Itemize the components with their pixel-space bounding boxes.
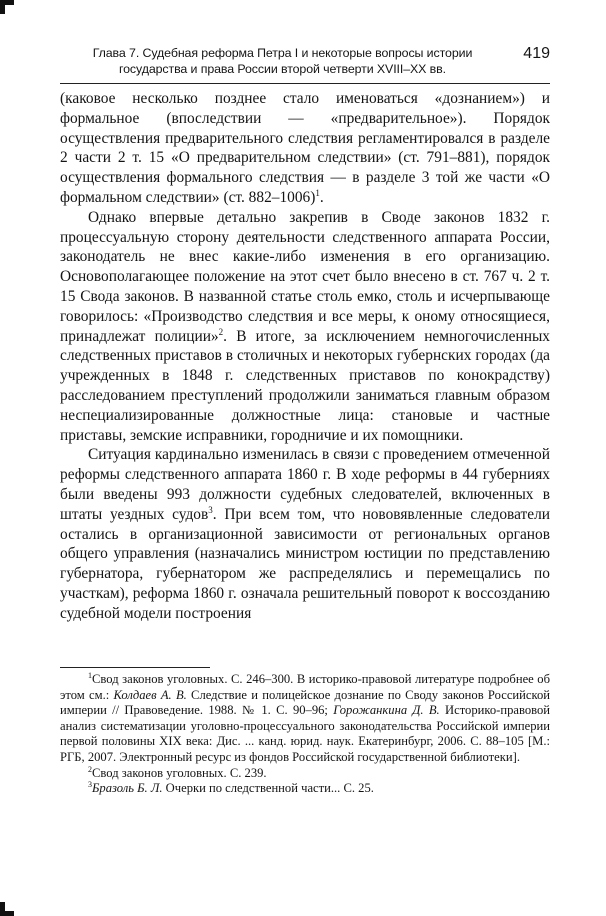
footnote-ref: 1: [315, 187, 320, 198]
page-header: [60, 45, 550, 84]
paragraph-1: [60, 89, 550, 208]
footnotes: [60, 672, 550, 797]
footnote-text: Очерки по следственной части... С. 25.: [162, 781, 374, 796]
footnote-divider: [60, 667, 210, 668]
paragraph-text-continued: . В итоге, за исключением немногочисленных следственных приставов в столичных и некоторых губернских городах (да учрежденных в 1848 г. следственных приставов по конокрадству) расследованием преступлений продолжили заниматься главным образом неспециализированные должностные лица: становые и частные приставы, земские исправники, городничие и их помощники.: [60, 327, 550, 444]
footnote-text: Свод законов уголовных. С. 246–300. В историко-правовой литературе подробнее об этом см.:: [60, 672, 550, 702]
running-head: [60, 45, 505, 77]
footnote-text: Историко-правовой анализ систематизации уголовно-процессуального законодательства Российской империи первой половины XIX века: Дис. ... канд. юрид. наук. Екатеринбург, 2006. С. 88–105 [М.: РГБ, 2007. Электронный ресурс из фондов Российской государственной библиотеки].: [60, 703, 551, 764]
footnote-author: Бразоль Б. Л.: [92, 781, 163, 796]
paragraph-3: [60, 445, 550, 623]
footnote-author: Горожанкина Д. В.: [333, 703, 440, 718]
scan-corner-mark-top: [0, 0, 14, 14]
footnote-ref: 2: [218, 326, 224, 337]
footnote-text: Свод законов уголовных. С. 239.: [92, 765, 267, 780]
paragraph-text: Ситуация кардинально изменилась в связи с проведением отмеченной реформы следственного аппарата 1860 г. В ходе реформы в 44 губерниях были введены 993 должности судебных следователей, включенных в штаты уездных судов: [60, 446, 550, 523]
page-number: 419: [523, 45, 550, 62]
footnote-author: Колдаев А. В.: [113, 687, 187, 702]
footnote-2: [60, 766, 550, 782]
footnote-3: [60, 781, 550, 797]
body-text: [60, 89, 550, 624]
running-head-line-2: государства и права России второй четверти XVIII–XX вв.: [118, 62, 446, 76]
paragraph-text: (каковое несколько позднее стало именоваться «дознанием») и формальное (впоследствии — «предварительное»). Порядок осуществления предварительного следствия регламентировался в разделе 2 части 2 т. 15 «О предварительном следствии» (ст. 791–881), порядок осуществления формального следствия — в разделе 3 той же части «О формальном следствии» (ст. 882–1006): [60, 90, 550, 206]
footnote-number: 3: [88, 779, 92, 789]
paragraph-text-continued: . При всем том, что нововявленные следователи остались в организационной зависимости от региональных органов общего управления (назначались министром юстиции по представлению губернатора, губернатором же распределялись и перемещались по участкам), реформа 1860 г. означала решительный поворот к воссозданию судебной модели построения: [60, 505, 550, 622]
footnote-ref: 3: [208, 504, 213, 515]
paragraph-2: [60, 208, 550, 446]
scan-corner-mark-bottom: [0, 902, 14, 916]
footnote-number: 1: [88, 670, 92, 680]
footnote-1: [60, 672, 550, 766]
running-head-line-1: Глава 7. Судебная реформа Петра I и некоторые вопросы истории: [92, 46, 473, 60]
paragraph-text-continued: .: [319, 188, 324, 206]
paragraph-text: Однако впервые детально закрепив в Своде законов 1832 г. процессуальную сторону деятельности следственного аппарата России, законодатель не внес какие-либо изменения в его организацию. Основополагающее положение на этот счет было внесено в ст. 767 ч. 2 т. 15 Свода законов. В названной статье столь емко, столь и исчерпывающе говорилось: «Производство следствия и все меры, к оному относящиеся, принадлежат полиции»: [60, 208, 550, 345]
footnote-text: Следствие и полицейское дознание по Своду законов Российской империи // Правоведение. 1988. № 1. С. 90–96;: [60, 687, 550, 718]
footnote-number: 2: [88, 764, 92, 774]
